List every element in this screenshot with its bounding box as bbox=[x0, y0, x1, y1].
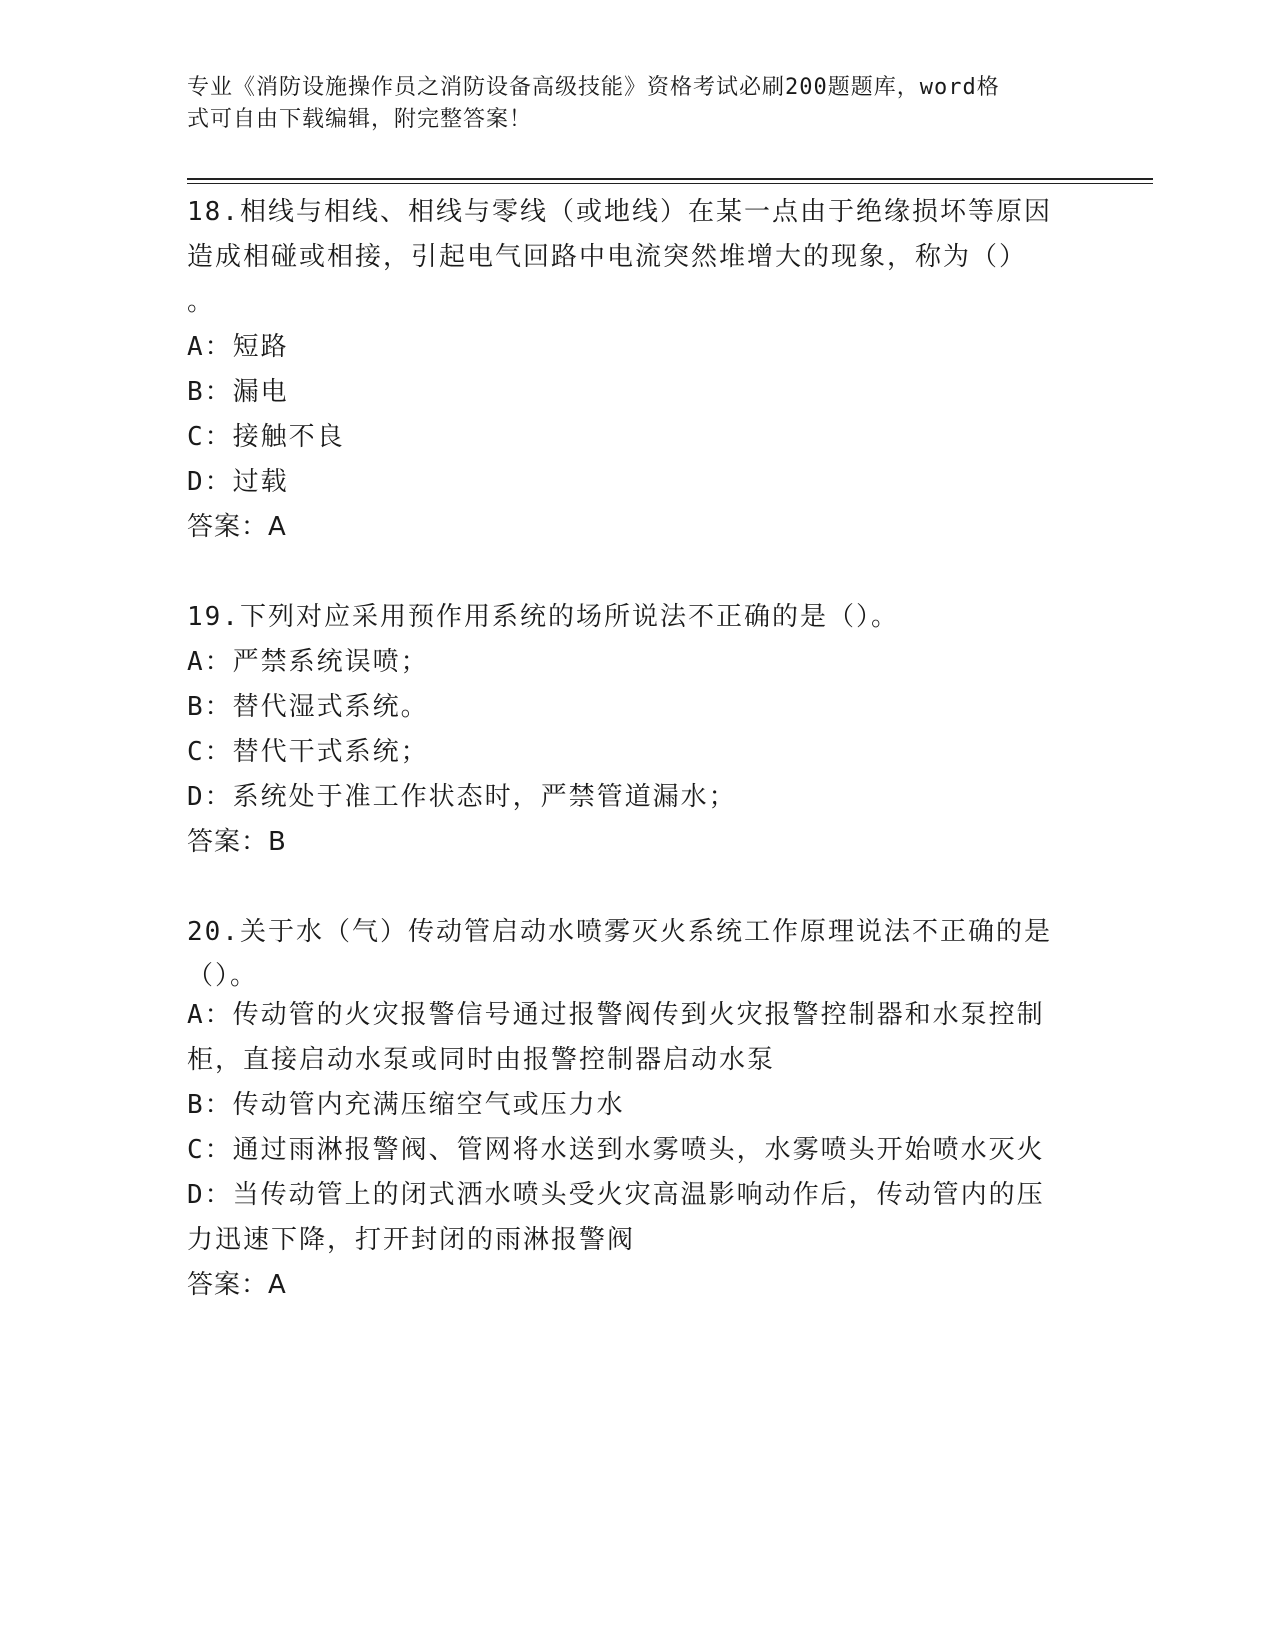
option-d: D：当传动管上的闭式洒水喷头受火灾高温影响动作后，传动管内的压 bbox=[187, 1180, 1045, 1210]
option-c: C：接触不良 bbox=[187, 422, 345, 452]
answer: 答案：B bbox=[187, 827, 287, 857]
header-divider-thick bbox=[187, 178, 1153, 180]
question-18 bbox=[187, 190, 1087, 550]
option-c: C：替代干式系统； bbox=[187, 737, 429, 767]
option-d-continued: 力迅速下降，打开封闭的雨淋报警阀 bbox=[187, 1225, 636, 1255]
option-c: C：通过雨淋报警阀、管网将水送到水雾喷头，水雾喷头开始喷水灭火 bbox=[187, 1135, 1045, 1165]
option-a: A：短路 bbox=[187, 332, 289, 362]
header-line-1: 专业《消防设施操作员之消防设备高级技能》资格考试必刷200题题库，word格 bbox=[187, 75, 1000, 100]
option-b: B：传动管内充满压缩空气或压力水 bbox=[187, 1090, 625, 1120]
question-stem-line: 。 bbox=[187, 287, 216, 317]
question-spacer bbox=[187, 550, 1087, 595]
option-d: D：系统处于准工作状态时，严禁管道漏水； bbox=[187, 782, 737, 812]
document-header bbox=[187, 72, 1067, 136]
option-d: D：过载 bbox=[187, 467, 289, 497]
header-divider-thin bbox=[187, 183, 1153, 184]
question-stem-line: 18.相线与相线、相线与零线（或地线）在某一点由于绝缘损坏等原因 bbox=[187, 197, 1052, 227]
question-list bbox=[187, 190, 1087, 1308]
header-line-2: 式可自由下载编辑，附完整答案！ bbox=[187, 107, 533, 132]
question-stem-line: 造成相碰或相接，引起电气回路中电流突然堆增大的现象，称为（） bbox=[187, 242, 1028, 272]
option-a-continued: 柜，直接启动水泵或同时由报警控制器启动水泵 bbox=[187, 1045, 776, 1075]
question-spacer bbox=[187, 865, 1087, 910]
option-a: A：严禁系统误喷； bbox=[187, 647, 429, 677]
option-b: B：替代湿式系统。 bbox=[187, 692, 429, 722]
question-stem-line: （）。 bbox=[187, 961, 259, 991]
question-19 bbox=[187, 595, 1087, 865]
question-stem-line: 19.下列对应采用预作用系统的场所说法不正确的是（）。 bbox=[187, 602, 899, 632]
option-b: B：漏电 bbox=[187, 377, 289, 407]
option-a: A：传动管的火灾报警信号通过报警阀传到火灾报警控制器和水泵控制 bbox=[187, 1000, 1045, 1030]
answer: 答案：A bbox=[187, 1270, 287, 1300]
question-stem-line: 20.关于水（气）传动管启动水喷雾灭火系统工作原理说法不正确的是 bbox=[187, 917, 1052, 947]
answer: 答案：A bbox=[187, 512, 287, 542]
question-20 bbox=[187, 910, 1087, 1308]
